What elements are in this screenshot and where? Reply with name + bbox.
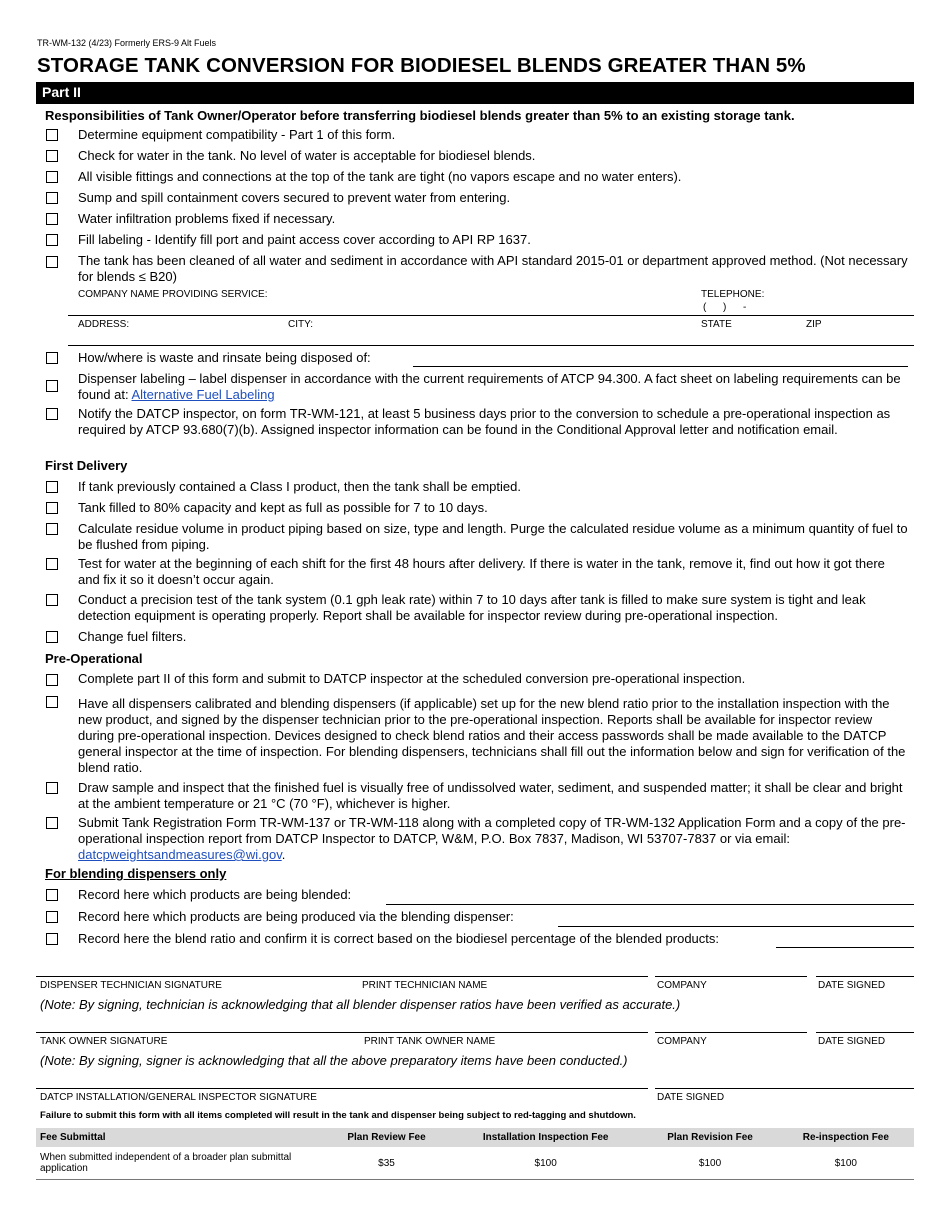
- inspector-date-line[interactable]: [655, 1088, 914, 1089]
- first-delivery-heading: First Delivery: [45, 458, 128, 473]
- checkbox[interactable]: [46, 674, 58, 686]
- part-bar: [36, 82, 914, 104]
- notify-inspector-item: Notify the DATCP inspector, on form TR-WM-121, at least 5 business days prior to the conversion to schedule a pre-operational inspection as required by ATCP 93.680(7)(b). Assigned inspector information can be found in the Conditional Approval letter and notification email.: [78, 406, 891, 437]
- fee-cell: $35: [324, 1147, 449, 1180]
- checkbox[interactable]: [46, 171, 58, 183]
- technician-signature-label: DISPENSER TECHNICIAN SIGNATURE: [40, 980, 222, 991]
- responsibilities-heading: Responsibilities of Tank Owner/Operator before transferring biodiesel blends greater than 5% to an existing storage tank.: [45, 108, 795, 123]
- checklist-item: If tank previously contained a Class I product, then the tank shall be emptied.: [78, 479, 521, 494]
- dispenser-labeling-text: Dispenser labeling – label dispenser in accordance with the current requirements of ATCP 94.300. A fact sheet on labeling requirements can be found at:: [78, 371, 901, 402]
- checkbox[interactable]: [46, 523, 58, 535]
- technician-company-label: COMPANY: [657, 980, 707, 991]
- owner-date-line[interactable]: [816, 1032, 914, 1033]
- checklist-item: Complete part II of this form and submit to DATCP inspector at the scheduled conversion pre-operational inspection.: [78, 671, 746, 686]
- checkbox[interactable]: [46, 234, 58, 246]
- checkbox[interactable]: [46, 696, 58, 708]
- blended-products-field[interactable]: [386, 904, 914, 905]
- blending-heading: For blending dispensers only: [45, 866, 227, 881]
- owner-signature-label: TANK OWNER SIGNATURE: [40, 1036, 168, 1047]
- fee-header: Fee Submittal: [36, 1128, 324, 1147]
- zip-label: ZIP: [806, 319, 822, 330]
- checkbox[interactable]: [46, 408, 58, 420]
- submit-registration-item: [78, 815, 910, 863]
- checkbox[interactable]: [46, 558, 58, 570]
- checkbox[interactable]: [46, 889, 58, 901]
- owner-note: (Note: By signing, signer is acknowledging that all the above preparatory items have been conducted.): [40, 1053, 628, 1068]
- inspector-signature-line[interactable]: [36, 1088, 648, 1089]
- checklist-item: Determine equipment compatibility - Part 1 of this form.: [78, 127, 396, 142]
- inspector-signature-label: DATCP INSTALLATION/GENERAL INSPECTOR SIGNATURE: [40, 1092, 317, 1103]
- checklist-item: Fill labeling - Identify fill port and paint access cover according to API RP 1637.: [78, 232, 531, 247]
- fee-cell: $100: [778, 1147, 914, 1180]
- checklist-item: All visible fittings and connections at the top of the tank are tight (no vapors escape and no water enters).: [78, 169, 682, 184]
- owner-name-label: PRINT TANK OWNER NAME: [364, 1036, 496, 1047]
- checklist-item: Check for water in the tank. No level of water is acceptable for biodiesel blends.: [78, 148, 536, 163]
- owner-signature-line[interactable]: [36, 1032, 648, 1033]
- company-name-label: COMPANY NAME PROVIDING SERVICE:: [78, 289, 268, 300]
- checklist-item: Tank filled to 80% capacity and kept as full as possible for 7 to 10 days.: [78, 500, 488, 515]
- checkbox[interactable]: [46, 817, 58, 829]
- checklist-item: Change fuel filters.: [78, 629, 187, 644]
- checklist-item: Water infiltration problems fixed if necessary.: [78, 211, 336, 226]
- checkbox[interactable]: [46, 502, 58, 514]
- fee-table: [36, 1128, 914, 1180]
- technician-date-label: DATE SIGNED: [818, 980, 886, 991]
- checklist-item: The tank has been cleaned of all water and sediment in accordance with API standard 2015-01 or department approved method. (Not necessary for blends ≤ B20): [78, 253, 908, 284]
- fee-header: Installation Inspection Fee: [449, 1128, 642, 1147]
- submit-registration-tail: .: [281, 847, 286, 862]
- company-line: [68, 315, 914, 316]
- checkbox[interactable]: [46, 594, 58, 606]
- technician-date-line[interactable]: [816, 976, 914, 977]
- checkbox[interactable]: [46, 352, 58, 364]
- owner-company-label: COMPANY: [657, 1036, 707, 1047]
- address-label: ADDRESS:: [78, 319, 130, 330]
- checkbox[interactable]: [46, 256, 58, 268]
- checklist-item: Have all dispensers calibrated and blending dispensers (if applicable) set up for the new blend ratio prior to the installation inspection with the new product, and signed by the dispenser technician prior to the pre-operational inspection. Reports shall be available for inspector review during pre-operational inspection. Devices designed to check blend ratios and their access passwords shall be made available to the DATCP general inspector at the time of inspection. For blending dispensers, technicians shall fill out the information below and sign for verification of the blend ratio.: [78, 696, 906, 775]
- alternative-fuel-labeling-link[interactable]: Alternative Fuel Labeling: [131, 387, 275, 402]
- owner-company-line[interactable]: [655, 1032, 807, 1033]
- fee-cell: When submitted independent of a broader plan submittal application: [36, 1147, 324, 1180]
- technician-signature-line[interactable]: [36, 976, 648, 977]
- checklist-item: Conduct a precision test of the tank system (0.1 gph leak rate) within 7 to 10 days after tank is filled to make sure system is tight and leak detection equipment is operating properly. Report shall be available for inspector review during pre-operational inspection.: [78, 592, 866, 623]
- telephone-label: TELEPHONE:: [701, 289, 765, 300]
- blend-ratio-field[interactable]: [776, 947, 914, 948]
- inspector-date-label: DATE SIGNED: [657, 1092, 725, 1103]
- fee-header-row: [36, 1128, 914, 1147]
- blending-item: Record here which products are being blended:: [78, 887, 352, 902]
- checklist-item: Test for water at the beginning of each shift for the first 48 hours after delivery. If there is water in the tank, remove it, find out how it got there and fix it so it doesn’t occur again.: [78, 556, 885, 587]
- city-label: CITY:: [288, 319, 314, 330]
- checkbox[interactable]: [46, 129, 58, 141]
- fee-cell: $100: [449, 1147, 642, 1180]
- owner-date-label: DATE SIGNED: [818, 1036, 886, 1047]
- form-number: TR-WM-132 (4/23) Formerly ERS-9 Alt Fuels: [37, 38, 217, 48]
- technician-name-label: PRINT TECHNICIAN NAME: [362, 980, 488, 991]
- fee-cell: $100: [642, 1147, 777, 1180]
- fee-header: Plan Revision Fee: [642, 1128, 777, 1147]
- checklist-item: Sump and spill containment covers secured to prevent water from entering.: [78, 190, 511, 205]
- checkbox[interactable]: [46, 911, 58, 923]
- checkbox[interactable]: [46, 631, 58, 643]
- checkbox[interactable]: [46, 192, 58, 204]
- telephone-mask: ( ) -: [703, 302, 747, 313]
- part-label: Part II: [42, 84, 81, 100]
- checkbox[interactable]: [46, 150, 58, 162]
- warning-text: Failure to submit this form with all items completed will result in the tank and dispenser being subject to red-tagging and shutdown.: [40, 1110, 636, 1121]
- produced-products-field[interactable]: [558, 926, 914, 927]
- checkbox[interactable]: [46, 481, 58, 493]
- checklist-item: Draw sample and inspect that the finished fuel is visually free of undissolved water, sediment, and suspended matter; it shall be clear and bright at the ambient temperature or 21 °C (70 °F), whichever is higher.: [78, 780, 903, 811]
- checklist-item: Calculate residue volume in product piping based on size, type and length. Purge the calculated residue volume as a minimum quantity of fuel to be flushed from piping.: [78, 521, 908, 552]
- address-line: [68, 345, 914, 346]
- waste-disposal-field[interactable]: [413, 366, 908, 367]
- checkbox[interactable]: [46, 213, 58, 225]
- fee-header: Plan Review Fee: [324, 1128, 449, 1147]
- fee-header: Re-inspection Fee: [778, 1128, 914, 1147]
- page-title: STORAGE TANK CONVERSION FOR BIODIESEL BLENDS GREATER THAN 5%: [37, 54, 806, 77]
- technician-company-line[interactable]: [655, 976, 807, 977]
- state-label: STATE: [701, 319, 732, 330]
- dispenser-labeling-item: [78, 371, 910, 403]
- checkbox[interactable]: [46, 933, 58, 945]
- email-link[interactable]: datcpweightsandmeasures@wi.gov: [78, 847, 282, 862]
- blending-item: Record here the blend ratio and confirm it is correct based on the biodiesel percentage of the blended products:: [78, 931, 720, 946]
- pre-operational-heading: Pre-Operational: [45, 651, 143, 666]
- checkbox[interactable]: [46, 380, 58, 392]
- submit-registration-text: Submit Tank Registration Form TR-WM-137 or TR-WM-118 along with a completed copy of TR-WM-132 Application Form and a copy of the pre-operational inspection report from DATCP Inspector to DATCP, W&M, P.O. Box 7837, Madison, WI 53707-7837 or via email:: [78, 815, 906, 846]
- technician-note: (Note: By signing, technician is acknowledging that all blender dispenser ratios have been verified as accurate.): [40, 997, 681, 1012]
- fee-row: [36, 1147, 914, 1180]
- waste-disposal-item: How/where is waste and rinsate being disposed of:: [78, 350, 371, 365]
- checkbox[interactable]: [46, 782, 58, 794]
- blending-item: Record here which products are being produced via the blending dispenser:: [78, 909, 514, 924]
